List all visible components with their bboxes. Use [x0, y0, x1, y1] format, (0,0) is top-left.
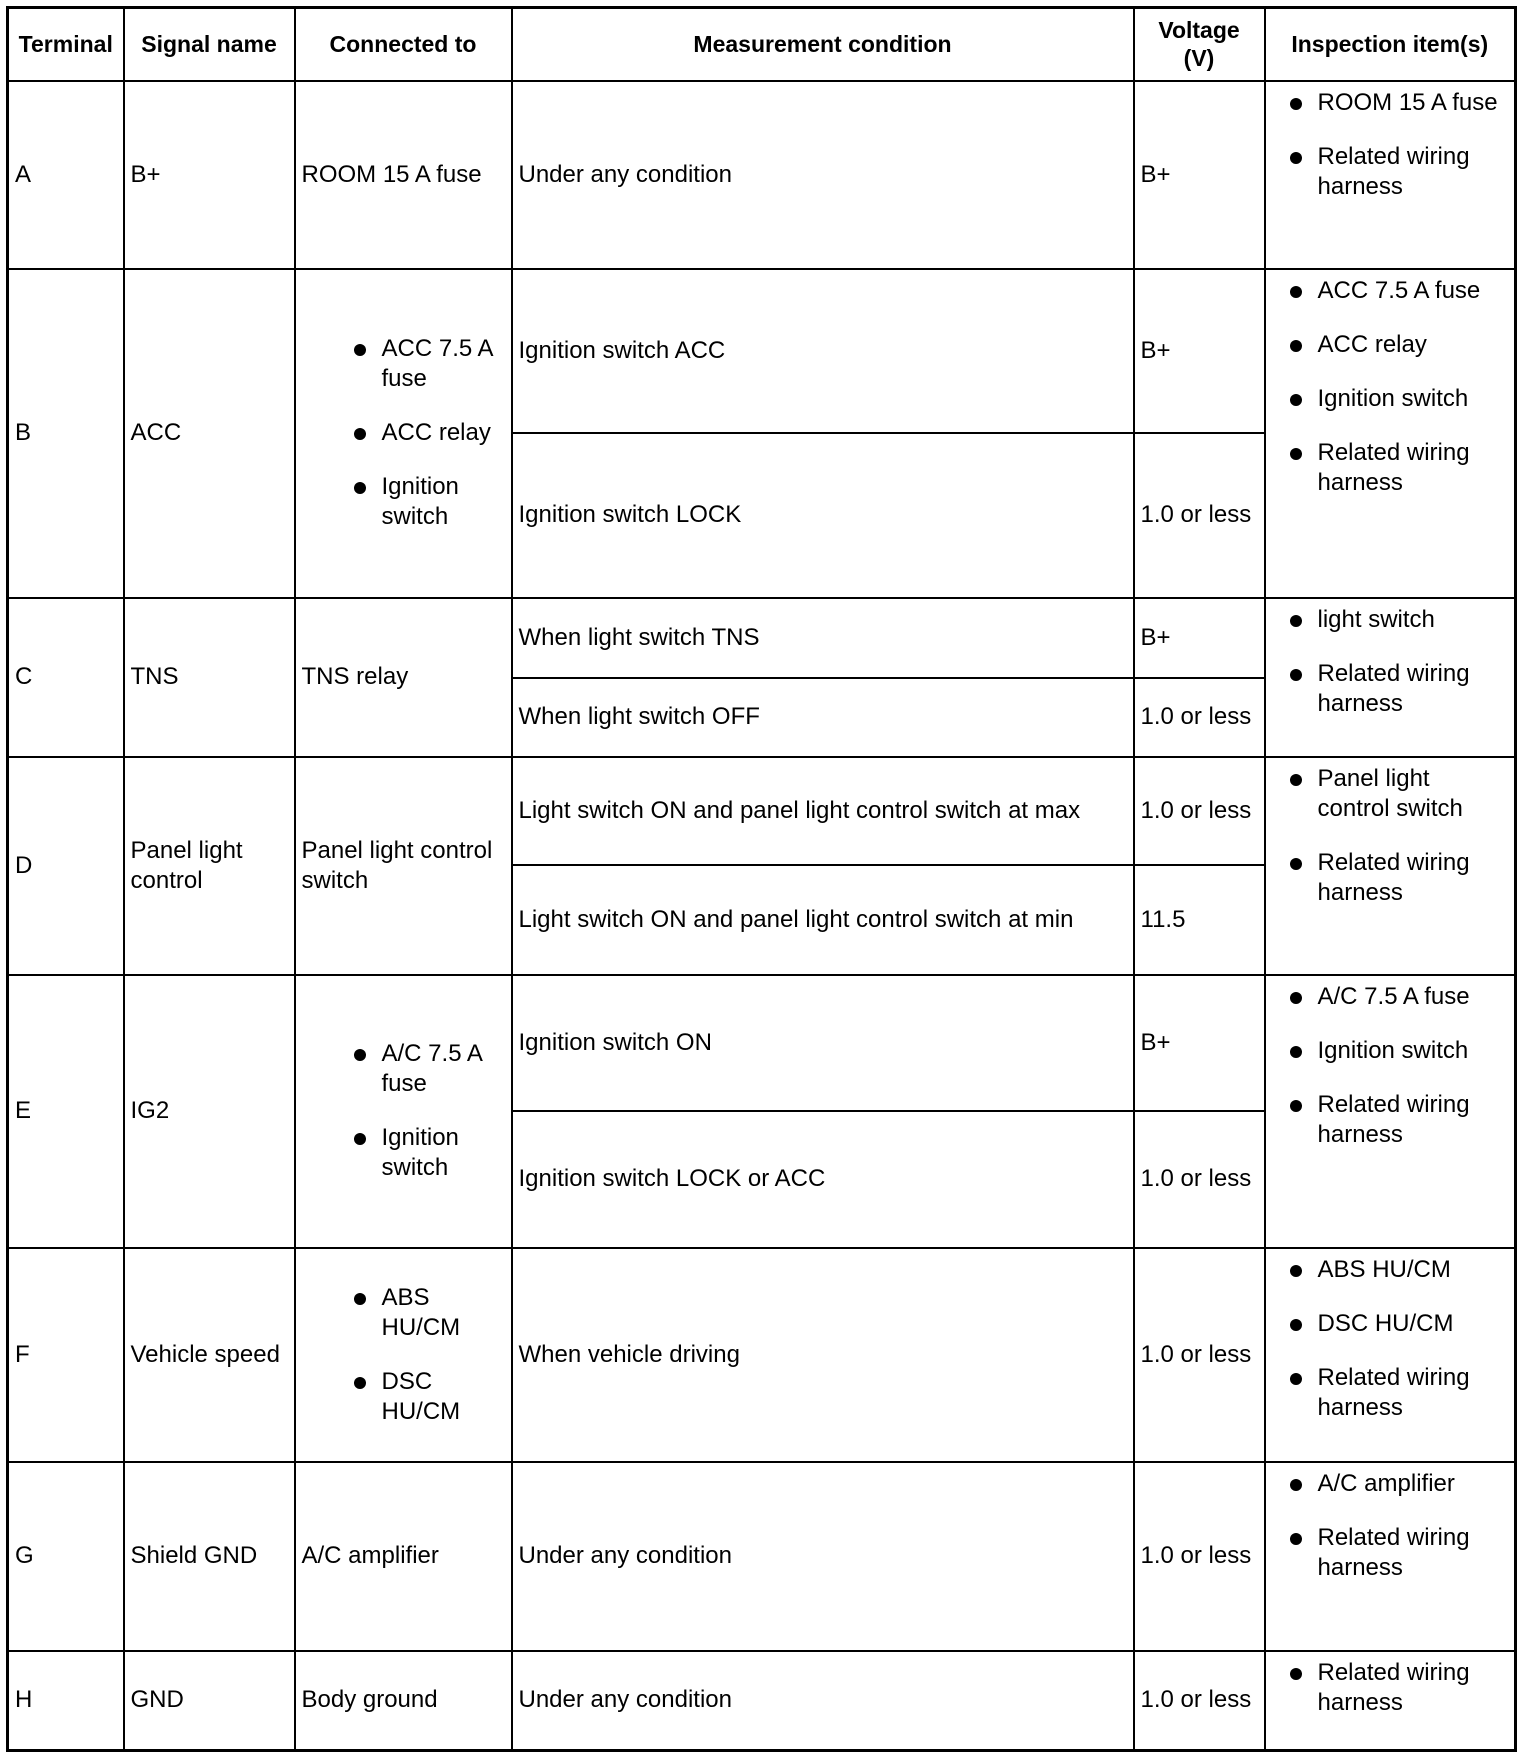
list-item: Ignition switch	[1284, 1036, 1509, 1066]
voltage-cell: 1.0 or less	[1134, 1248, 1265, 1462]
header-connected-to: Connected to	[295, 8, 512, 81]
voltage-cell: B+	[1134, 598, 1265, 678]
inspection-cell	[1265, 757, 1516, 975]
inspection-list	[1284, 1658, 1509, 1718]
terminal-cell: G	[8, 1462, 124, 1651]
list-item: DSC HU/CM	[1284, 1309, 1509, 1339]
header-voltage: Voltage (V)	[1134, 8, 1265, 81]
list-item: A/C 7.5 A fuse	[1284, 982, 1509, 1012]
signal-name-cell: Shield GND	[124, 1462, 295, 1651]
list-item: ACC 7.5 A fuse	[1284, 276, 1509, 306]
inspection-cell	[1265, 269, 1516, 598]
list-item: ACC relay	[1284, 330, 1509, 360]
list-item: ACC 7.5 A fuse	[348, 334, 505, 394]
voltage-cell: 1.0 or less	[1134, 678, 1265, 757]
inspection-cell	[1265, 81, 1516, 269]
connected-to-cell: ROOM 15 A fuse	[295, 81, 512, 269]
inspection-list	[1284, 764, 1509, 908]
connected-list	[348, 1283, 505, 1427]
header-signal-name: Signal name	[124, 8, 295, 81]
terminal-cell: D	[8, 757, 124, 975]
signal-name-cell: Panel light control	[124, 757, 295, 975]
list-item: light switch	[1284, 605, 1509, 635]
condition-cell: When light switch TNS	[512, 598, 1134, 678]
table-row	[8, 1651, 1516, 1751]
terminal-cell: A	[8, 81, 124, 269]
list-item: A/C 7.5 A fuse	[348, 1039, 505, 1099]
inspection-cell	[1265, 1462, 1516, 1651]
header-row	[8, 8, 1516, 81]
terminal-cell: B	[8, 269, 124, 598]
signal-name-cell: IG2	[124, 975, 295, 1248]
list-item: ROOM 15 A fuse	[1284, 88, 1509, 118]
list-item: A/C amplifier	[1284, 1469, 1509, 1499]
list-item: Related wiring harness	[1284, 1363, 1509, 1423]
table-row	[8, 1462, 1516, 1651]
signal-name-cell: ACC	[124, 269, 295, 598]
list-item: DSC HU/CM	[348, 1367, 505, 1427]
inspection-cell	[1265, 598, 1516, 757]
inspection-list	[1284, 276, 1509, 498]
list-item: ACC relay	[348, 418, 505, 448]
terminal-cell: E	[8, 975, 124, 1248]
signal-name-cell: Vehicle speed	[124, 1248, 295, 1462]
inspection-list	[1284, 1255, 1509, 1423]
inspection-list	[1284, 982, 1509, 1150]
voltage-cell: B+	[1134, 269, 1265, 433]
list-item: Related wiring harness	[1284, 142, 1509, 202]
signal-name-cell: GND	[124, 1651, 295, 1751]
list-item: Related wiring harness	[1284, 438, 1509, 498]
condition-cell: Under any condition	[512, 1462, 1134, 1651]
inspection-cell	[1265, 975, 1516, 1248]
connected-to-cell	[295, 269, 512, 598]
header-inspection-items: Inspection item(s)	[1265, 8, 1516, 81]
condition-cell: Ignition switch ON	[512, 975, 1134, 1111]
terminal-voltage-table	[6, 6, 1517, 1752]
list-item: Ignition switch	[348, 1123, 505, 1183]
list-item: ABS HU/CM	[1284, 1255, 1509, 1285]
terminal-cell: C	[8, 598, 124, 757]
inspection-list	[1284, 88, 1509, 202]
signal-name-cell: B+	[124, 81, 295, 269]
condition-cell: Ignition switch ACC	[512, 269, 1134, 433]
signal-name-cell: TNS	[124, 598, 295, 757]
condition-cell: Under any condition	[512, 81, 1134, 269]
voltage-cell: 1.0 or less	[1134, 1111, 1265, 1248]
condition-cell: Light switch ON and panel light control switch at max	[512, 757, 1134, 865]
connected-to-cell	[295, 1248, 512, 1462]
table-row	[8, 975, 1516, 1111]
table-row	[8, 1248, 1516, 1462]
connected-to-cell: Body ground	[295, 1651, 512, 1751]
voltage-cell: 11.5	[1134, 865, 1265, 975]
condition-cell: Light switch ON and panel light control switch at min	[512, 865, 1134, 975]
table-row	[8, 269, 1516, 433]
connected-to-cell: Panel light control switch	[295, 757, 512, 975]
list-item: Ignition switch	[348, 472, 505, 532]
condition-cell: Ignition switch LOCK	[512, 433, 1134, 598]
table-row	[8, 81, 1516, 269]
inspection-cell	[1265, 1651, 1516, 1751]
list-item: Related wiring harness	[1284, 848, 1509, 908]
voltage-cell: 1.0 or less	[1134, 757, 1265, 865]
connected-list	[348, 334, 505, 532]
list-item: Related wiring harness	[1284, 1523, 1509, 1583]
list-item: Related wiring harness	[1284, 659, 1509, 719]
voltage-cell: 1.0 or less	[1134, 1651, 1265, 1751]
header-terminal: Terminal	[8, 8, 124, 81]
connected-list	[348, 1039, 505, 1183]
connected-to-cell	[295, 975, 512, 1248]
voltage-cell: 1.0 or less	[1134, 433, 1265, 598]
list-item: ABS HU/CM	[348, 1283, 505, 1343]
connected-to-cell: TNS relay	[295, 598, 512, 757]
header-measurement-condition: Measurement condition	[512, 8, 1134, 81]
condition-cell: When vehicle driving	[512, 1248, 1134, 1462]
inspection-cell	[1265, 1248, 1516, 1462]
terminal-cell: F	[8, 1248, 124, 1462]
voltage-cell: 1.0 or less	[1134, 1462, 1265, 1651]
list-item: Panel light control switch	[1284, 764, 1509, 824]
condition-cell: Ignition switch LOCK or ACC	[512, 1111, 1134, 1248]
list-item: Related wiring harness	[1284, 1090, 1509, 1150]
inspection-list	[1284, 1469, 1509, 1583]
condition-cell: When light switch OFF	[512, 678, 1134, 757]
list-item: Related wiring harness	[1284, 1658, 1509, 1718]
terminal-cell: H	[8, 1651, 124, 1751]
condition-cell: Under any condition	[512, 1651, 1134, 1751]
list-item: Ignition switch	[1284, 384, 1509, 414]
connected-to-cell: A/C amplifier	[295, 1462, 512, 1651]
voltage-cell: B+	[1134, 81, 1265, 269]
voltage-cell: B+	[1134, 975, 1265, 1111]
table-row	[8, 757, 1516, 865]
inspection-list	[1284, 605, 1509, 719]
table-row	[8, 598, 1516, 678]
